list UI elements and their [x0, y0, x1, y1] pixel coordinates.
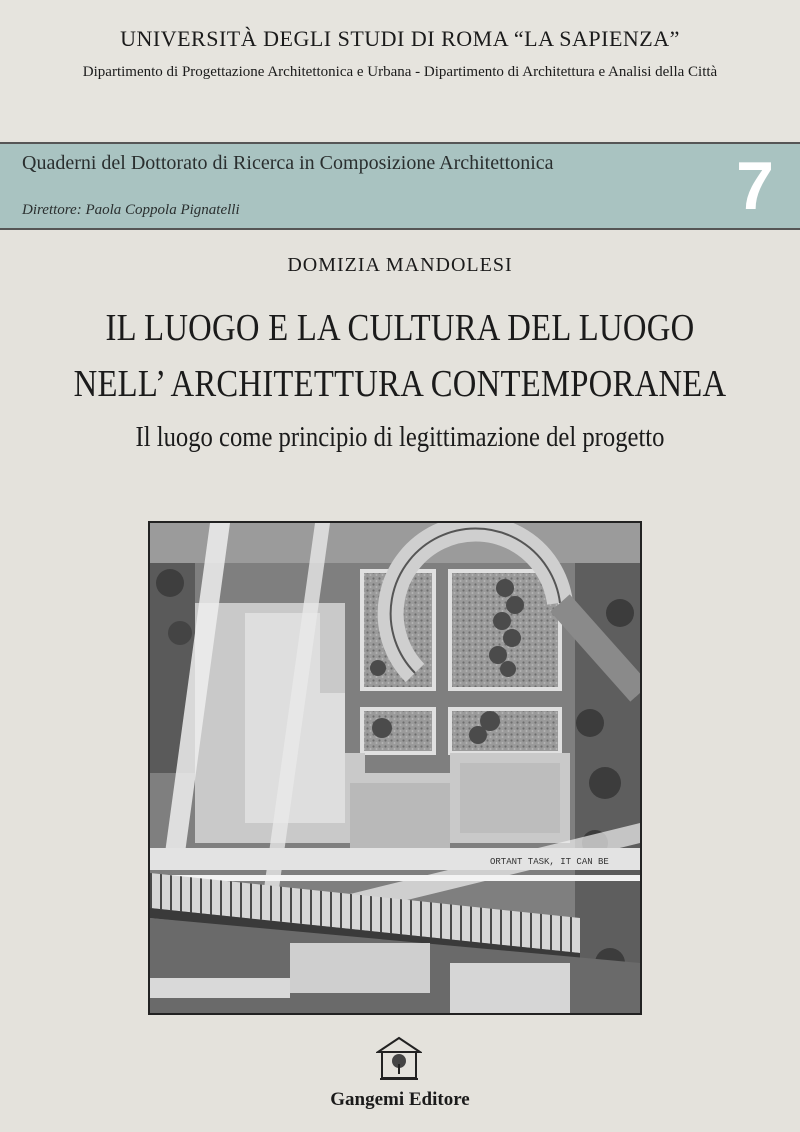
book-subtitle: Il luogo come principio di legittimazione del progetto [135, 422, 665, 453]
department-names: Dipartimento di Progettazione Architettonica e Urbana - Dipartimento di Architettura e Analisi della Città [82, 64, 718, 80]
director-label: Direttore: [22, 202, 82, 218]
cover-site-plan-image [148, 521, 642, 1015]
book-title-line-1: IL LUOGO E LA CULTURA DEL LUOGO [105, 307, 695, 349]
volume-number: 7 [736, 148, 774, 224]
series-band [0, 142, 800, 230]
site-plan-drawing [150, 523, 640, 1013]
publisher-name: Gangemi Editore [330, 1089, 470, 1110]
university-name: UNIVERSITÀ DEGLI STUDI DI ROMA “LA SAPIENZA” [120, 26, 680, 51]
director-name: Paola Coppola Pignatelli [85, 202, 240, 218]
book-title-line-2: NELL’ ARCHITETTURA CONTEMPORANEA [73, 363, 727, 405]
cover-header [0, 0, 800, 140]
author-name: DOMIZIA MANDOLESI [287, 254, 513, 276]
series-title: Quaderni del Dottorato di Ricerca in Composizione Architettonica [22, 152, 554, 174]
plan-overlay-text: ORTANT TASK, IT CAN BE [490, 857, 609, 867]
series-director [22, 202, 240, 219]
tree-in-house-logo-icon [376, 1036, 422, 1082]
